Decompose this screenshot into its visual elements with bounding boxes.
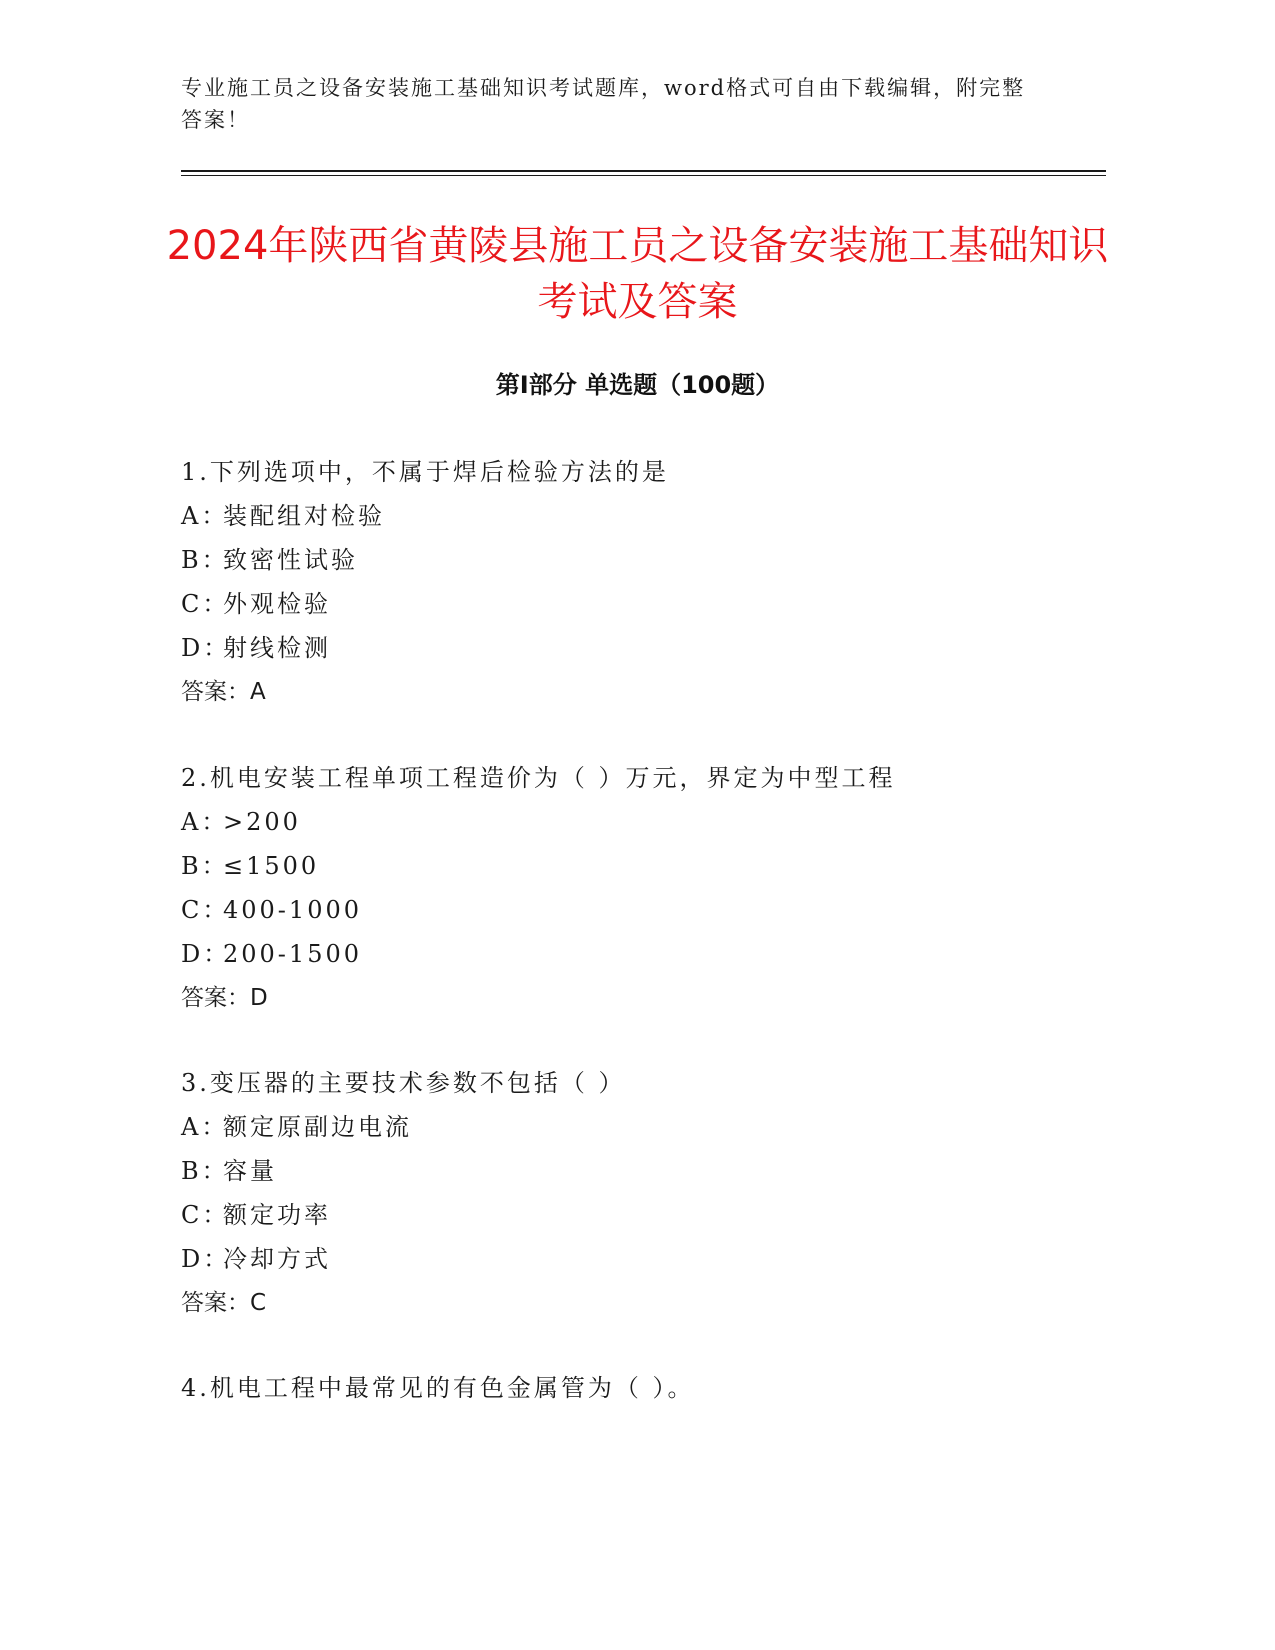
option-key: B：: [181, 1157, 229, 1185]
option-key: B：: [181, 852, 229, 880]
answer-label: 答案：: [181, 679, 250, 705]
question-2: [181, 762, 1141, 1026]
option-d: [181, 938, 1141, 982]
option-key: A：: [181, 808, 229, 836]
option-key: B：: [181, 546, 229, 574]
option-text: ≤1500: [223, 852, 320, 880]
option-key: D：: [181, 940, 231, 968]
option-text: 冷却方式: [223, 1245, 331, 1273]
header-divider-thick: [181, 170, 1106, 172]
option-key: C：: [181, 896, 230, 924]
option-text: 容量: [223, 1157, 277, 1185]
answer-label: 答案：: [181, 985, 250, 1011]
question-4: [181, 1372, 1141, 1416]
option-key: D：: [181, 634, 231, 662]
option-text: 装配组对检验: [223, 502, 385, 530]
question-1: [181, 456, 1141, 720]
option-key: A：: [181, 1113, 229, 1141]
header-divider-thin: [181, 175, 1106, 176]
option-text: 200-1500: [223, 940, 362, 968]
document-title: 2024年陕西省黄陵县施工员之设备安装施工基础知识考试及答案: [166, 223, 1109, 325]
option-text: 外观检验: [223, 590, 331, 618]
option-c: [181, 1199, 1141, 1243]
answer-line: [181, 676, 1141, 720]
option-c: [181, 894, 1141, 938]
option-key: C：: [181, 590, 230, 618]
option-text: 致密性试验: [223, 546, 358, 574]
option-text: >200: [223, 808, 301, 836]
option-b: [181, 850, 1141, 894]
section-heading: 第Ⅰ部分 单选题（100题）: [495, 371, 780, 399]
answer-line: [181, 982, 1141, 1026]
question-stem: 1.下列选项中，不属于焊后检验方法的是: [181, 458, 669, 486]
option-key: A：: [181, 502, 229, 530]
option-text: 额定功率: [223, 1201, 331, 1229]
option-text: 额定原副边电流: [223, 1113, 412, 1141]
question-3: [181, 1067, 1141, 1331]
question-stem: 4.机电工程中最常见的有色金属管为（ ）。: [181, 1374, 695, 1402]
option-a: [181, 806, 1141, 850]
option-a: [181, 1111, 1141, 1155]
question-stem: 2.机电安装工程单项工程造价为（ ）万元，界定为中型工程: [181, 764, 896, 792]
option-d: [181, 1243, 1141, 1287]
answer-line: [181, 1287, 1141, 1331]
answer-value: D: [250, 985, 268, 1011]
answer-value: A: [250, 679, 266, 705]
option-b: [181, 1155, 1141, 1199]
answer-label: 答案：: [181, 1290, 250, 1316]
question-stem: 3.变压器的主要技术参数不包括（ ）: [181, 1069, 626, 1097]
option-c: [181, 588, 1141, 632]
intro-text: 专业施工员之设备安装施工基础知识考试题库，word格式可自由下载编辑，附完整答案！: [181, 76, 1026, 132]
option-text: 400-1000: [223, 896, 362, 924]
option-key: D：: [181, 1245, 231, 1273]
option-d: [181, 632, 1141, 676]
option-b: [181, 544, 1141, 588]
option-text: 射线检测: [223, 634, 331, 662]
answer-value: C: [250, 1290, 267, 1316]
option-key: C：: [181, 1201, 230, 1229]
option-a: [181, 500, 1141, 544]
